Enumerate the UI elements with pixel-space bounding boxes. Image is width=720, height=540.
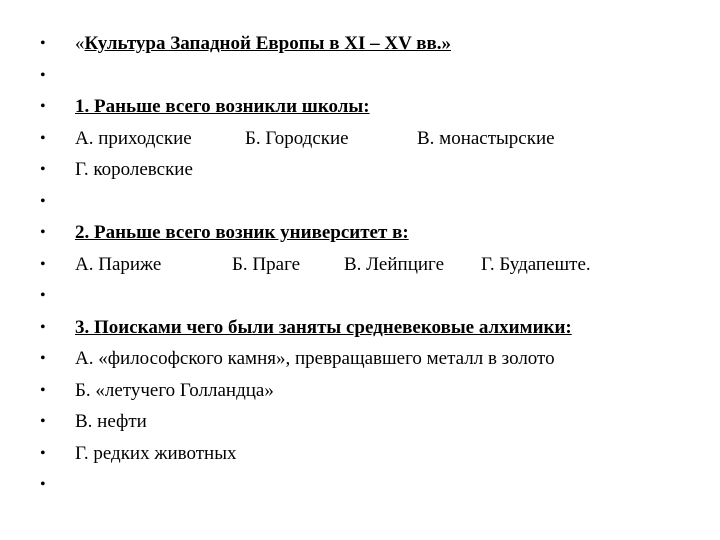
q1-option-a: А. приходские	[75, 127, 192, 149]
bullet-list	[40, 28, 710, 501]
question-2-line	[40, 217, 710, 249]
bullet-icon: •	[40, 129, 46, 147]
title-open-quote: «	[75, 33, 85, 54]
q2-option-c: В. Лейпциге	[344, 253, 445, 275]
q3-option-c: В. нефти	[75, 411, 147, 432]
question-1-line	[40, 91, 710, 123]
q3-option-b: Б. «летучего Голландца»	[75, 379, 274, 401]
question-3-option-a-line	[40, 343, 710, 375]
bullet-icon: •	[40, 192, 46, 210]
bullet-icon: •	[40, 381, 46, 399]
bullet-icon: •	[40, 476, 46, 493]
question-3-option-d-line	[40, 438, 710, 470]
bullet-icon: •	[40, 287, 46, 304]
title-close-quote: »	[441, 33, 451, 54]
empty-line	[40, 469, 710, 501]
q3-option-d: Г. редких животных	[75, 442, 237, 464]
bullet-icon: •	[40, 255, 46, 273]
q2-option-b: Б. Праге	[232, 253, 301, 275]
empty-line	[40, 186, 710, 218]
bullet-icon: •	[40, 318, 46, 336]
empty-line	[40, 60, 710, 92]
question-1-options-line	[40, 123, 710, 155]
slide-title: Культура Западной Европы в XI – XV вв.	[84, 33, 442, 54]
bullet-icon: •	[40, 161, 46, 178]
q2-option-a: А. Париже	[75, 253, 162, 275]
bullet-icon: •	[40, 350, 46, 367]
question-2: 2. Раньше всего возник университет в:	[75, 222, 409, 243]
question-1: 1. Раньше всего возникли школы:	[75, 96, 370, 117]
question-3-line	[40, 312, 710, 344]
q1-option-d: Г. королевские	[75, 159, 193, 180]
bullet-icon: •	[40, 35, 46, 52]
question-3-option-c-line	[40, 406, 710, 438]
question-1-option-d-line	[40, 154, 710, 186]
question-2-options-line	[40, 249, 710, 281]
bullet-icon: •	[40, 98, 46, 115]
q2-option-d: Г. Будапеште.	[481, 253, 591, 275]
bullet-icon: •	[40, 444, 46, 462]
empty-line	[40, 280, 710, 312]
bullet-icon: •	[40, 66, 46, 84]
q1-option-b: Б. Городские	[245, 127, 349, 149]
question-3-option-b-line	[40, 375, 710, 407]
q3-option-a: А. «философского камня», превращавшего металл в золото	[75, 348, 555, 369]
bullet-icon: •	[40, 413, 46, 430]
bullet-icon: •	[40, 224, 46, 241]
question-3: 3. Поисками чего были заняты средневековые алхимики:	[75, 316, 572, 338]
title-line	[40, 28, 710, 60]
q1-option-c: В. монастырские	[417, 127, 555, 149]
